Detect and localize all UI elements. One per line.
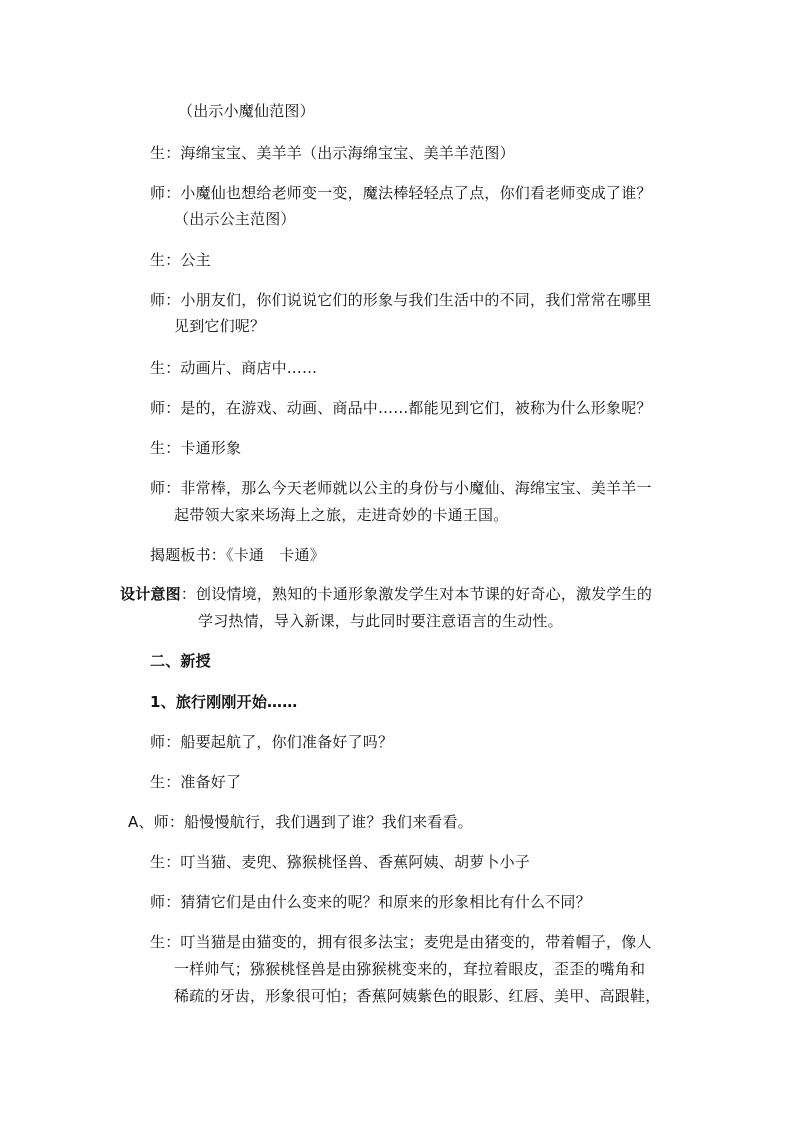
text-line: 师：小朋友们，你们说说它们的形象与我们生活中的不同，我们常常在哪里 (150, 291, 652, 309)
text-line: 生：叮当猫是由猫变的，拥有很多法宝；麦兜是由猪变的，带着帽子，像人 (150, 933, 652, 951)
text-line: 稀疏的牙齿，形象很可怕；香蕉阿姨紫色的眼影、红唇、美甲、高跟鞋， (174, 987, 661, 1005)
subsection-heading: 1、旅行刚刚开始…… (150, 693, 298, 711)
text-line: 学习热情，导入新课，与此同时要注意语言的生动性。 (198, 612, 563, 630)
design-intent-text: ：创设情境，熟知的卡通形象激发学生对本节课的好奇心，激发学生的 (180, 585, 653, 603)
text-line: 师：非常棒，那么今天老师就以公主的身份与小魔仙、海绵宝宝、美羊羊一 (150, 479, 652, 497)
text-line: 生：公主 (150, 251, 211, 269)
text-line: 见到它们呢？ (174, 317, 266, 335)
text-line: 师：船要起航了，你们准备好了吗？ (150, 733, 394, 751)
text-line: （出示小魔仙范图） (178, 102, 315, 120)
design-intent-label: 设计意图 (120, 585, 181, 603)
text-line: （出示公主范图） (174, 210, 296, 228)
text-line: 一样帅气；猕猴桃怪兽是由猕猴桃变来的，耷拉着眼皮，歪歪的嘴角和 (174, 960, 646, 978)
section-heading: 二、新授 (150, 652, 211, 670)
text-line: 生：叮当猫、麦兜、猕猴桃怪兽、香蕉阿姨、胡萝卜小子 (150, 853, 531, 871)
text-line: 师：是的，在游戏、动画、商品中……都能见到它们，被称为什么形象呢？ (150, 399, 652, 417)
text-line: A、师：船慢慢航行，我们遇到了谁？我们来看看。 (128, 813, 473, 831)
text-line: 起带领大家来场海上之旅，走进奇妙的卡通王国。 (174, 506, 509, 524)
design-intent-line (120, 580, 652, 608)
text-line: 生：动画片、商店中…… (150, 359, 318, 377)
text-line: 师：猜猜它们是由什么变来的呢？和原来的形象相比有什么不同？ (150, 893, 591, 911)
text-line: 生：准备好了 (150, 773, 242, 791)
text-line: 生：卡通形象 (150, 439, 242, 457)
text-line: 揭题板书：《卡通 卡通》 (150, 546, 325, 564)
text-line: 生：海绵宝宝、美羊羊（出示海绵宝宝、美羊羊范图） (150, 144, 515, 162)
text-line: 师：小魔仙也想给老师变一变，魔法棒轻轻点了点，你们看老师变成了谁？ (150, 184, 652, 202)
